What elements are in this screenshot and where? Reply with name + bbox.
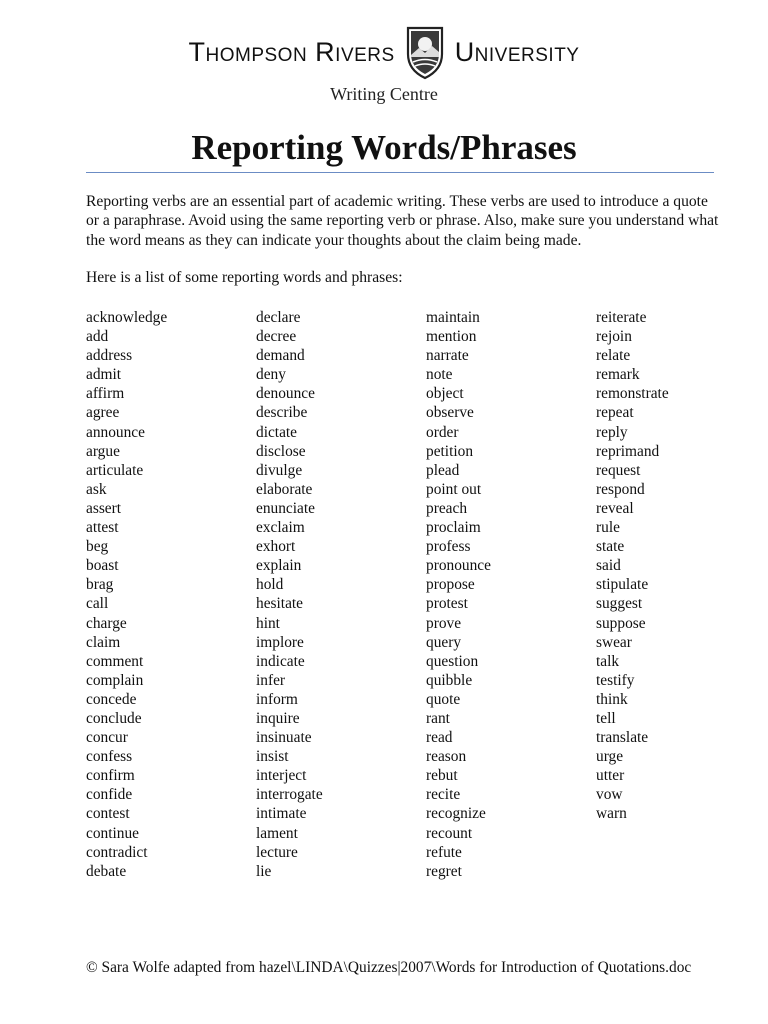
reporting-word: infer [256, 671, 286, 689]
reporting-word: vow [596, 786, 623, 804]
reporting-word: call [86, 595, 109, 613]
reporting-word: interject [256, 767, 307, 785]
reporting-word: complain [86, 671, 144, 689]
reporting-word: stipulate [596, 576, 649, 594]
reporting-word: beg [86, 538, 109, 556]
reporting-word: testify [596, 671, 635, 689]
reporting-word: prove [426, 614, 462, 632]
reporting-word: indicate [256, 652, 305, 670]
reporting-word: object [426, 385, 464, 403]
reporting-word: regret [426, 862, 462, 880]
reporting-word: order [426, 423, 459, 441]
reporting-word: disclose [256, 442, 306, 460]
reporting-word: claim [86, 633, 121, 651]
reporting-word: said [596, 557, 621, 575]
reporting-word: warn [596, 805, 627, 823]
reporting-word: implore [256, 633, 304, 651]
university-crest-icon [405, 24, 445, 80]
reporting-word: divulge [256, 461, 303, 479]
word-column [256, 308, 426, 881]
reporting-word: narrate [426, 347, 469, 365]
reporting-word: announce [86, 423, 145, 441]
reporting-word: suggest [596, 595, 643, 613]
reporting-word: relate [596, 347, 631, 365]
reporting-word: protest [426, 595, 468, 613]
reporting-word: hesitate [256, 595, 304, 613]
reporting-word: acknowledge [86, 309, 168, 326]
reporting-word: rule [596, 519, 620, 537]
reporting-word: intimate [256, 805, 307, 823]
reporting-words-grid [86, 308, 766, 881]
reporting-word: urge [596, 748, 624, 766]
reporting-word: affirm [86, 385, 125, 403]
reporting-word: state [596, 538, 625, 556]
list-heading: Here is a list of some reporting words and phrases: [86, 269, 403, 286]
reporting-word: ask [86, 480, 107, 498]
reporting-word: remonstrate [596, 385, 669, 403]
reporting-word: inform [256, 690, 298, 708]
reporting-word: charge [86, 614, 127, 632]
reporting-word: exclaim [256, 519, 305, 537]
reporting-word: recognize [426, 805, 486, 823]
writing-centre-label: Writing Centre [330, 84, 438, 104]
page-title: Reporting Words/Phrases [191, 128, 577, 167]
reporting-word: observe [426, 404, 474, 422]
reporting-word: tell [596, 709, 616, 727]
reporting-word: proclaim [426, 519, 481, 537]
reporting-word: propose [426, 576, 475, 594]
reporting-word: concur [86, 729, 128, 747]
reporting-word: reiterate [596, 309, 647, 326]
reporting-word: lie [256, 862, 272, 880]
reporting-word: assert [86, 499, 122, 517]
reporting-word: deny [256, 366, 286, 384]
reporting-word: refute [426, 843, 462, 861]
reporting-word: lament [256, 824, 298, 842]
reporting-word: respond [596, 480, 645, 498]
reporting-word: note [426, 366, 453, 384]
reporting-word: talk [596, 652, 620, 670]
reporting-word: mention [426, 328, 477, 346]
reporting-word: demand [256, 347, 305, 365]
reporting-word: swear [596, 633, 632, 651]
reporting-word: insinuate [256, 729, 312, 747]
reporting-word: explain [256, 557, 302, 575]
reporting-word: rejoin [596, 328, 632, 346]
word-column [426, 308, 596, 881]
word-column [596, 308, 766, 881]
reporting-word: interrogate [256, 786, 323, 804]
reporting-word: agree [86, 404, 120, 422]
reporting-word: recite [426, 786, 461, 804]
reporting-word: describe [256, 404, 308, 422]
reporting-word: dictate [256, 423, 298, 441]
institution-name-left: Thompson Rivers [188, 36, 395, 67]
reporting-word: suppose [596, 614, 646, 632]
reporting-word: articulate [86, 461, 144, 479]
reporting-word: reprimand [596, 442, 660, 460]
reporting-word: inquire [256, 709, 300, 727]
reporting-word: think [596, 690, 628, 708]
reporting-word: contest [86, 805, 130, 823]
reporting-word: insist [256, 748, 289, 766]
copyright-footer: © Sara Wolfe adapted from hazel\LINDA\Quizzes|2007\Words for Introduction of Quotations.doc [86, 959, 692, 976]
reporting-word: profess [426, 538, 471, 556]
word-column [86, 308, 256, 881]
reporting-word: elaborate [256, 480, 313, 498]
reporting-word: preach [426, 499, 468, 517]
reporting-word: query [426, 633, 462, 651]
reporting-word: attest [86, 519, 119, 537]
reporting-word: admit [86, 366, 122, 384]
institution-name-right: University [454, 36, 580, 67]
reporting-word: brag [86, 576, 114, 594]
reporting-word: hint [256, 614, 280, 632]
intro-paragraph: Reporting verbs are an essential part of academic writing. These verbs are used to introduce a quote or a paraphrase. Avoid using the same reporting verb or phrase. Also, make sure you understand what the word means as they can indicate your thoughts about the claim being made. [86, 193, 719, 249]
reporting-word: argue [86, 442, 120, 460]
reporting-word: quote [426, 690, 461, 708]
reporting-word: address [86, 347, 133, 365]
reporting-word: rebut [426, 767, 458, 785]
reporting-word: comment [86, 652, 144, 670]
reporting-word: rant [426, 709, 450, 727]
reporting-word: question [426, 652, 479, 670]
reporting-word: pronounce [426, 557, 491, 575]
reporting-word: recount [426, 824, 473, 842]
reporting-word: declare [256, 309, 301, 326]
reporting-word: continue [86, 824, 139, 842]
reporting-word: petition [426, 442, 474, 460]
institution-header [0, 22, 768, 82]
reporting-word: lecture [256, 843, 298, 861]
title-divider [86, 172, 714, 173]
reporting-word: reveal [596, 499, 634, 517]
reporting-word: quibble [426, 671, 473, 689]
reporting-word: plead [426, 461, 460, 479]
reporting-word: remark [596, 366, 640, 384]
reporting-word: contradict [86, 843, 148, 861]
reporting-word: confirm [86, 767, 135, 785]
reporting-word: hold [256, 576, 284, 594]
reporting-word: confess [86, 748, 133, 766]
reporting-word: reply [596, 423, 628, 441]
reporting-word: read [426, 729, 453, 747]
reporting-word: boast [86, 557, 119, 575]
reporting-word: utter [596, 767, 625, 785]
reporting-word: decree [256, 328, 297, 346]
reporting-word: reason [426, 748, 467, 766]
reporting-word: debate [86, 862, 127, 880]
reporting-word: conclude [86, 709, 142, 727]
reporting-word: exhort [256, 538, 296, 556]
reporting-word: repeat [596, 404, 634, 422]
reporting-word: add [86, 328, 109, 346]
reporting-word: concede [86, 690, 137, 708]
reporting-word: request [596, 461, 641, 479]
reporting-word: translate [596, 729, 649, 747]
reporting-word: denounce [256, 385, 315, 403]
reporting-word: point out [426, 480, 482, 498]
reporting-word: maintain [426, 309, 480, 326]
reporting-word: confide [86, 786, 133, 804]
reporting-word: enunciate [256, 499, 315, 517]
